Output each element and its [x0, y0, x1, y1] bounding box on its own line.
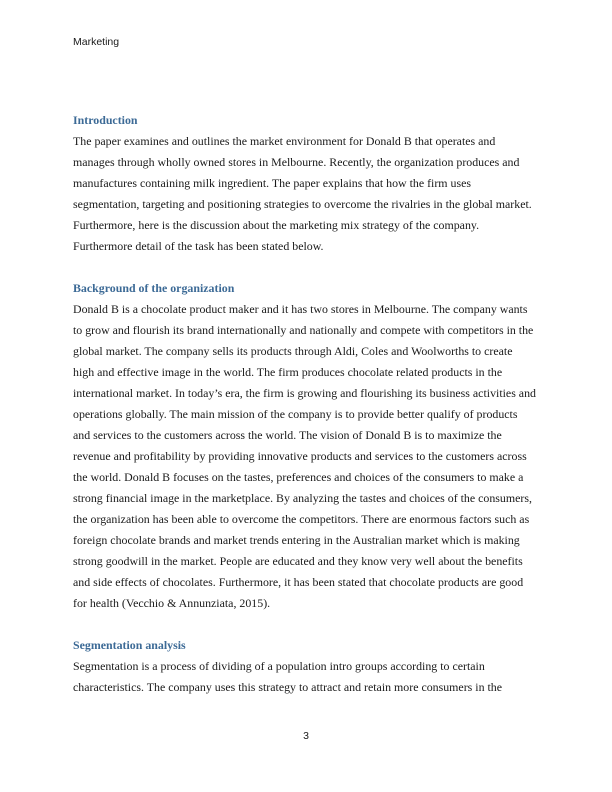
paragraph-line: Donald B is a chocolate product maker and it has two stores in Melbourne. The company wants	[73, 302, 528, 316]
running-header: Marketing	[73, 36, 120, 48]
paragraph-line: strong goodwill in the market. People are educated and they know very well about the benefits	[73, 554, 523, 568]
paragraph-line: characteristics. The company uses this strategy to attract and retain more consumers in the	[73, 680, 503, 694]
paragraph-line: and services to the customers across the world. The vision of Donald B is to maximize the	[73, 428, 502, 442]
paragraph-line: Segmentation is a process of dividing of a population intro groups according to certain	[73, 659, 485, 673]
section-heading: Introduction	[73, 113, 138, 127]
paragraph-line: global market. The company sells its products through Aldi, Coles and Woolworths to create	[73, 344, 513, 358]
paragraph-line: The paper examines and outlines the market environment for Donald B that operates and	[73, 134, 496, 148]
section-heading: Background of the organization	[73, 281, 235, 295]
section-introduction	[73, 110, 541, 257]
paragraph-line: the world. Donald B focuses on the tastes, preferences and choices of the consumers to make a	[73, 470, 524, 484]
paragraph-line: and side effects of chocolates. Furthermore, it has been stated that chocolate products are good	[73, 575, 524, 589]
paragraph-line: manufactures containing milk ingredient. The paper explains that how the firm uses	[73, 176, 472, 190]
paragraph-line: for health (Vecchio & Annunziata, 2015).	[73, 596, 271, 610]
paragraph-line: the organization has been able to overcome the competitors. There are enormous factors such as	[73, 512, 530, 526]
section-segmentation	[73, 635, 541, 698]
paragraph-line: international market. In today’s era, the firm is growing and flourishing its business activities and	[73, 386, 536, 400]
paragraph-line: segmentation, targeting and positioning strategies to overcome the rivalries in the global market.	[73, 197, 532, 211]
paragraph-line: manages through wholly owned stores in Melbourne. Recently, the organization produces and	[73, 155, 520, 169]
paragraph-line: revenue and profitability by providing innovative products and services to the customers across	[73, 449, 527, 463]
paragraph-line: high and effective image in the world. The firm produces chocolate related products in the	[73, 365, 503, 379]
page-number: 3	[303, 730, 309, 742]
paragraph-line: operations globally. The main mission of the company is to provide better qualify of products	[73, 407, 518, 421]
section-background	[73, 278, 541, 614]
paragraph-line: to grow and flourish its brand internationally and nationally and compete with competitors in the	[73, 323, 534, 337]
section-heading: Segmentation analysis	[73, 638, 186, 652]
paragraph-line: Furthermore, here is the discussion about the marketing mix strategy of the company.	[73, 218, 480, 232]
paragraph-line: foreign chocolate brands and market trends entering in the Australian market which is making	[73, 533, 520, 547]
paragraph-line: Furthermore detail of the task has been stated below.	[73, 239, 324, 253]
paragraph-line: strong financial image in the marketplace. By analyzing the tastes and choices of the consumers,	[73, 491, 532, 505]
document-body	[73, 110, 541, 719]
